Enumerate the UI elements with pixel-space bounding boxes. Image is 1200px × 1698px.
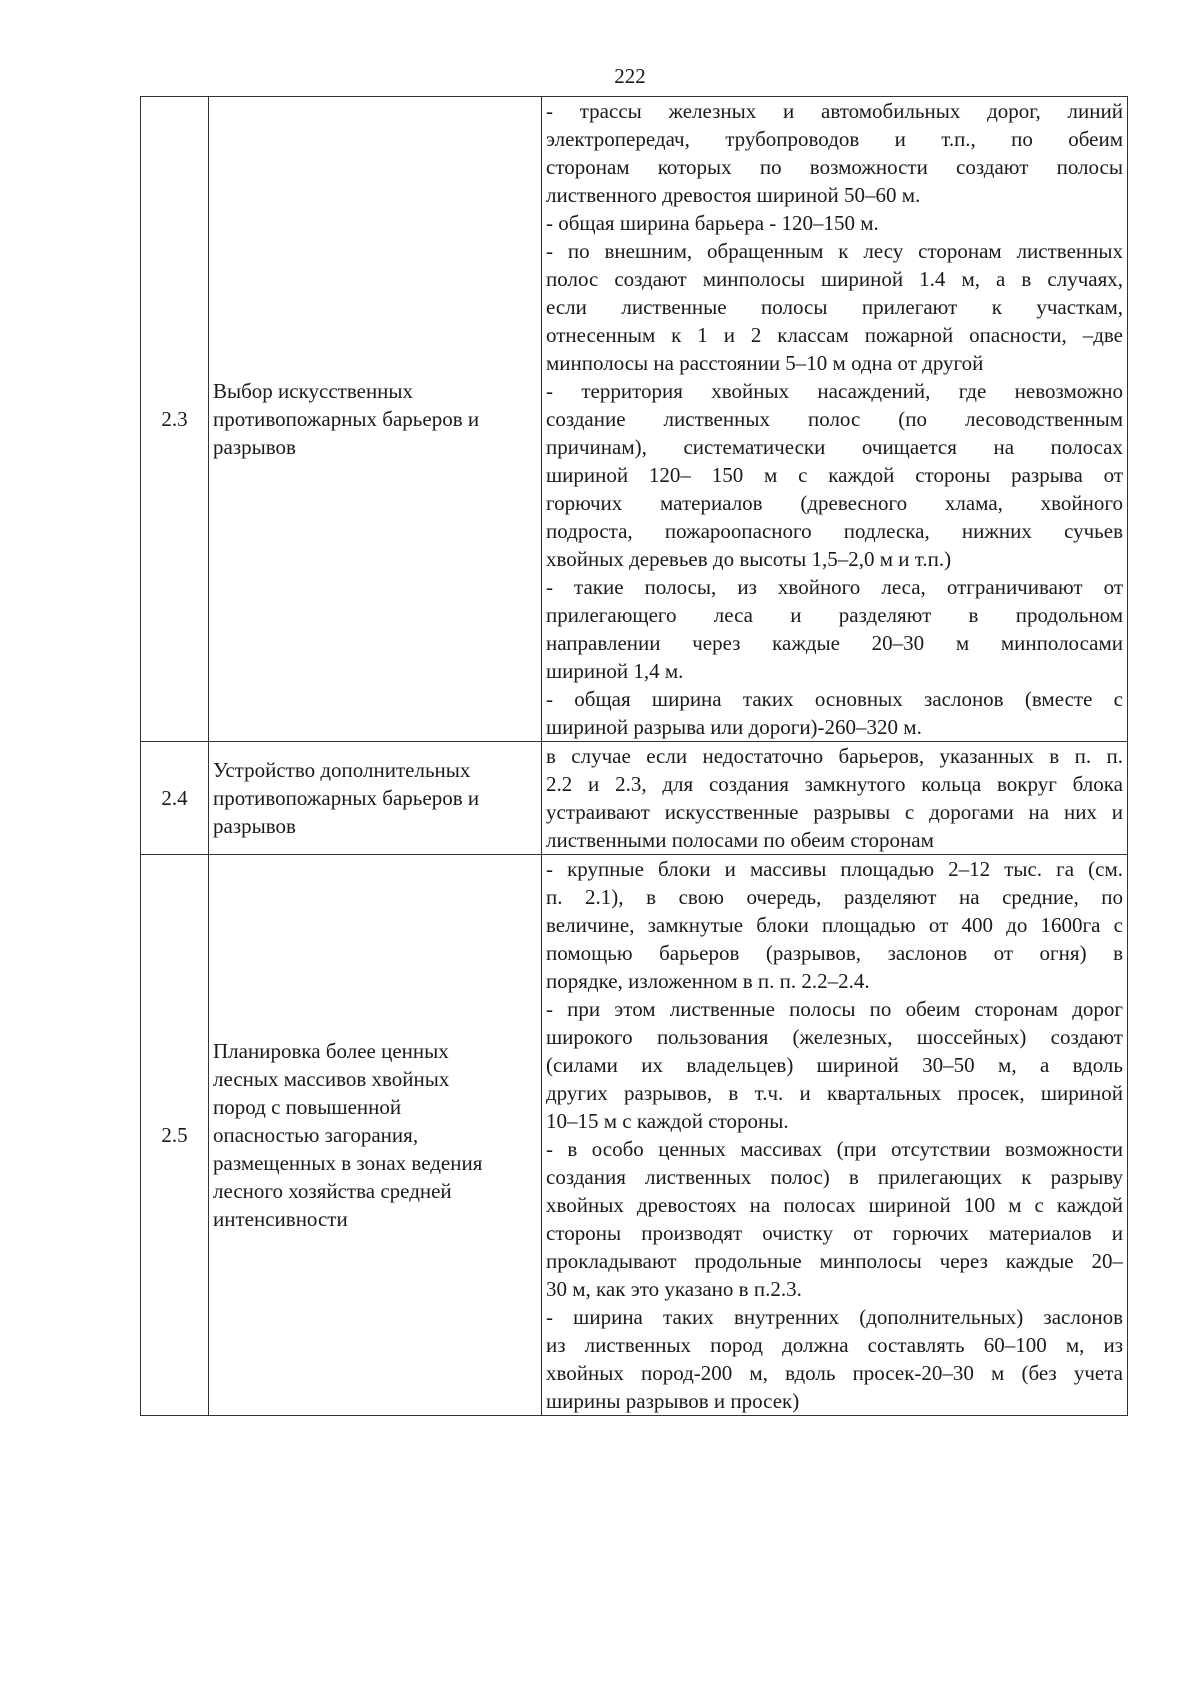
row-title-line: противопожарных барьеров и — [213, 407, 480, 431]
table-row — [141, 97, 1128, 742]
description-line: 10–15 м с каждой стороны. — [546, 1109, 789, 1133]
description-line: стороны производят очистку от горючих материалов и — [546, 1221, 1123, 1245]
description-line: шириной 120– 150 м с каждой стороны разрыва от — [546, 463, 1123, 487]
row-title-line: Планировка более ценных — [213, 1039, 449, 1063]
row-title-line: противопожарных барьеров и — [213, 786, 480, 810]
description-line: создания лиственных полос) в прилегающих к разрыву — [546, 1165, 1123, 1189]
description-line: - общая ширина барьера - 120–150 м. — [546, 211, 879, 235]
description-line: минполосы на расстоянии 5–10 м одна от другой — [546, 351, 984, 375]
row-title-line: разрывов — [213, 435, 296, 459]
description-line: если лиственные полосы прилегают к участкам, — [546, 295, 1123, 319]
row-title — [209, 97, 542, 742]
description-line: сторонам которых по возможности создают полосы — [546, 155, 1123, 179]
row-description — [542, 742, 1128, 855]
description-line: помощью барьеров (разрывов, заслонов от огня) в — [546, 941, 1123, 965]
row-title-line: размещенных в зонах ведения — [213, 1151, 483, 1175]
description-line: шириной 1,4 м. — [546, 659, 684, 683]
description-line: величине, замкнутые блоки площадью от 400 до 1600га с — [546, 913, 1123, 937]
description-line: других разрывов, в т.ч. и квартальных просек, шириной — [546, 1081, 1123, 1105]
description-line: - крупные блоки и массивы площадью 2–12 тыс. га (см. — [546, 857, 1123, 881]
description-line: горючих материалов (древесного хлама, хвойного — [546, 491, 1123, 515]
row-title-line: Устройство дополнительных — [213, 758, 471, 782]
description-line: причинам), систематически очищается на полосах — [546, 435, 1123, 459]
row-number: 2.4 — [141, 742, 209, 855]
row-title — [209, 742, 542, 855]
description-line: электропередач, трубопроводов и т.п., по обеим — [546, 127, 1123, 151]
description-line: создание лиственных полос (по лесоводственным — [546, 407, 1123, 431]
description-line: 30 м, как это указано в п.2.3. — [546, 1277, 802, 1301]
description-paragraph — [546, 1135, 1123, 1303]
description-line: - при этом лиственные полосы по обеим сторонам дорог — [546, 997, 1123, 1021]
row-title-line: опасностью загорания, — [213, 1123, 419, 1147]
description-line: отнесенным к 1 и 2 классам пожарной опасности, –две — [546, 323, 1123, 347]
description-line: ширины разрывов и просек) — [546, 1389, 800, 1413]
description-line: прилегающего леса и разделяют в продольном — [546, 603, 1123, 627]
description-paragraph — [546, 995, 1123, 1135]
description-line: хвойных древостоях на полосах шириной 100 м с каждой — [546, 1193, 1123, 1217]
description-line: из лиственных пород должна составлять 60–100 м, из — [546, 1333, 1123, 1357]
description-line: шириной разрыва или дороги)-260–320 м. — [546, 715, 922, 739]
table-body — [141, 97, 1128, 1416]
description-line: в случае если недостаточно барьеров, указанных в п. п. — [546, 744, 1123, 768]
row-title-line: Выбор искусственных — [213, 379, 414, 403]
row-description — [542, 855, 1128, 1416]
description-line: 2.2 и 2.3, для создания замкнутого кольца вокруг блока — [546, 772, 1123, 796]
table-row — [141, 855, 1128, 1416]
description-line: - ширина таких внутренних (дополнительных) заслонов — [546, 1305, 1123, 1329]
row-title-line: интенсивности — [213, 1207, 348, 1231]
description-line: - общая ширина таких основных заслонов (вместе с — [546, 687, 1123, 711]
row-title-line: пород с повышенной — [213, 1095, 402, 1119]
description-line: лиственными полосами по обеим сторонам — [546, 828, 934, 852]
description-paragraph — [546, 97, 1123, 209]
row-number: 2.3 — [141, 97, 209, 742]
row-title — [209, 855, 542, 1416]
description-paragraph — [546, 685, 1123, 741]
description-line: устраивают искусственные разрывы с дорогами на них и — [546, 800, 1123, 824]
description-paragraph — [546, 377, 1123, 573]
description-paragraph — [546, 209, 1123, 237]
description-line: - такие полосы, из хвойного леса, отграничивают от — [546, 575, 1123, 599]
description-line: подроста, пожароопасного подлеска, нижних сучьев — [546, 519, 1123, 543]
content-table — [140, 96, 1128, 1416]
row-description — [542, 97, 1128, 742]
row-title-line: лесного хозяйства средней — [213, 1179, 452, 1203]
row-title-line: лесных массивов хвойных — [213, 1067, 450, 1091]
description-line: (силами их владельцев) шириной 30–50 м, а вдоль — [546, 1053, 1123, 1077]
description-line: хвойных пород-200 м, вдоль просек-20–30 м (без учета — [546, 1361, 1123, 1385]
description-paragraph — [546, 237, 1123, 377]
table-row — [141, 742, 1128, 855]
description-paragraph — [546, 1303, 1123, 1415]
description-line: широкого пользования (железных, шоссейных) создают — [546, 1025, 1123, 1049]
description-line: лиственного древостоя шириной 50–60 м. — [546, 183, 921, 207]
description-line: - по внешним, обращенным к лесу сторонам лиственных — [546, 239, 1123, 263]
description-paragraph — [546, 742, 1123, 854]
description-line: - территория хвойных насаждений, где невозможно — [546, 379, 1123, 403]
description-line: п. 2.1), в свою очередь, разделяют на средние, по — [546, 885, 1123, 909]
description-line: - трассы железных и автомобильных дорог, линий — [546, 99, 1123, 123]
description-line: порядке, изложенном в п. п. 2.2–2.4. — [546, 969, 870, 993]
description-line: прокладывают продольные минполосы через каждые 20– — [546, 1249, 1123, 1273]
description-line: хвойных деревьев до высоты 1,5–2,0 м и т.п.) — [546, 547, 952, 571]
description-paragraph — [546, 573, 1123, 685]
row-title-line: разрывов — [213, 814, 296, 838]
description-line: направлении через каждые 20–30 м минполосами — [546, 631, 1123, 655]
description-paragraph — [546, 855, 1123, 995]
description-line: полос создают минполосы шириной 1.4 м, а в случаях, — [546, 267, 1123, 291]
row-number: 2.5 — [141, 855, 209, 1416]
description-line: - в особо ценных массивах (при отсутствии возможности — [546, 1137, 1123, 1161]
page-number: 222 — [614, 64, 646, 88]
